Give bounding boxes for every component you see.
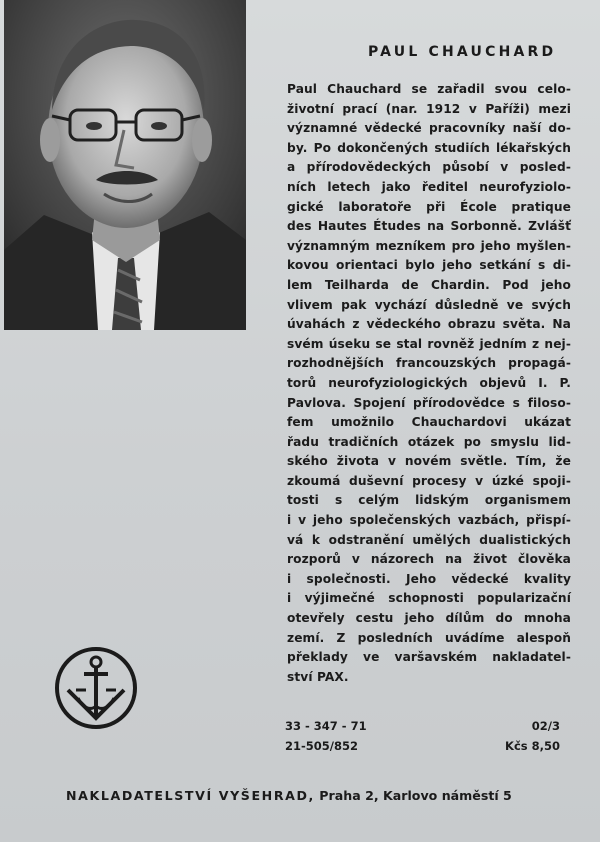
bio-line: kovou orientaci bylo jeho setkání s di- bbox=[287, 258, 571, 273]
catalog-code: 33 - 347 - 71 bbox=[285, 719, 367, 733]
bio-line: by. Po dokončených studiích lékařských bbox=[287, 140, 571, 155]
publisher-footer bbox=[66, 788, 566, 803]
bio-line: svém úseku se stal rovněž jedním z nej- bbox=[287, 336, 571, 351]
publisher-logo-icon bbox=[52, 644, 140, 732]
bio-line: ství PAX. bbox=[287, 669, 349, 684]
bio-line: i společnosti. Jeho vědecké kvality bbox=[287, 571, 571, 586]
bio-line: rozporů v názorech na život člověka bbox=[287, 552, 571, 567]
author-biography bbox=[287, 80, 571, 687]
bio-line: zemí. Z posledních uvádíme alespoň bbox=[287, 630, 571, 645]
author-name: PAUL CHAUCHARD bbox=[368, 44, 557, 60]
bio-line: a přírodovědeckých působí v posled- bbox=[287, 160, 571, 175]
bio-line: vlivem pak vychází důsledně ve svých bbox=[287, 297, 571, 312]
bio-line: torů neurofyziologických objevů I. P. bbox=[287, 375, 571, 390]
bio-line: významné vědecké pracovníky naší do- bbox=[287, 121, 571, 136]
bio-line: Pavlova. Spojení přírodovědce s filoso- bbox=[287, 395, 571, 410]
publisher-address: Praha 2, Karlovo náměstí 5 bbox=[319, 788, 512, 803]
bio-line: ních letech jako ředitel neurofyziolo- bbox=[287, 179, 571, 194]
bio-line: zkoumá duševní procesy v úzké spoji- bbox=[287, 473, 571, 488]
catalog-codes-right bbox=[505, 716, 560, 756]
catalog-code: 02/3 bbox=[531, 719, 560, 733]
portrait-image bbox=[4, 0, 246, 330]
bio-line: úvahách z vědeckého obrazu světa. Na bbox=[287, 317, 571, 332]
bio-line: i v jeho společenských vazbách, přispí- bbox=[287, 513, 571, 528]
bio-line: lem Teilharda de Chardin. Pod jeho bbox=[287, 277, 571, 292]
bio-line: překlady ve varšavském nakladatel- bbox=[287, 650, 571, 665]
bio-line: fem umožnilo Chauchardovi ukázat bbox=[287, 415, 571, 430]
bio-line: vá k odstranění umělých dualistických bbox=[287, 532, 571, 547]
bio-line: významným mezníkem pro jeho myšlen- bbox=[287, 238, 571, 253]
bio-line: otevřely cestu jeho dílům do mnoha bbox=[287, 611, 571, 626]
bio-line: des Hautes Études na Sorbonně. Zvlášť bbox=[287, 219, 571, 234]
catalog-code: 21-505/852 bbox=[285, 739, 358, 753]
bio-line: řadu tradičních otázek po smyslu lid- bbox=[287, 434, 571, 449]
bio-line: životní prací (nar. 1912 v Paříži) mezi bbox=[287, 101, 571, 116]
bio-line: i výjimečné schopnosti popularizační bbox=[287, 591, 571, 606]
bio-line: ského života v novém světle. Tím, že bbox=[287, 454, 571, 469]
bio-line: rozhodnějších francouzských propagá- bbox=[287, 356, 571, 371]
bio-line: tosti s celým lidským organismem bbox=[287, 493, 571, 508]
bio-line: gické laboratoře při École pratique bbox=[287, 199, 571, 214]
author-portrait-photo bbox=[4, 0, 246, 330]
catalog-codes-left bbox=[285, 716, 367, 756]
publisher-name: NAKLADATELSTVÍ VYŠEHRAD, bbox=[66, 788, 315, 803]
price: Kčs 8,50 bbox=[505, 739, 560, 753]
bio-line: Paul Chauchard se zařadil svou celo- bbox=[287, 82, 571, 96]
